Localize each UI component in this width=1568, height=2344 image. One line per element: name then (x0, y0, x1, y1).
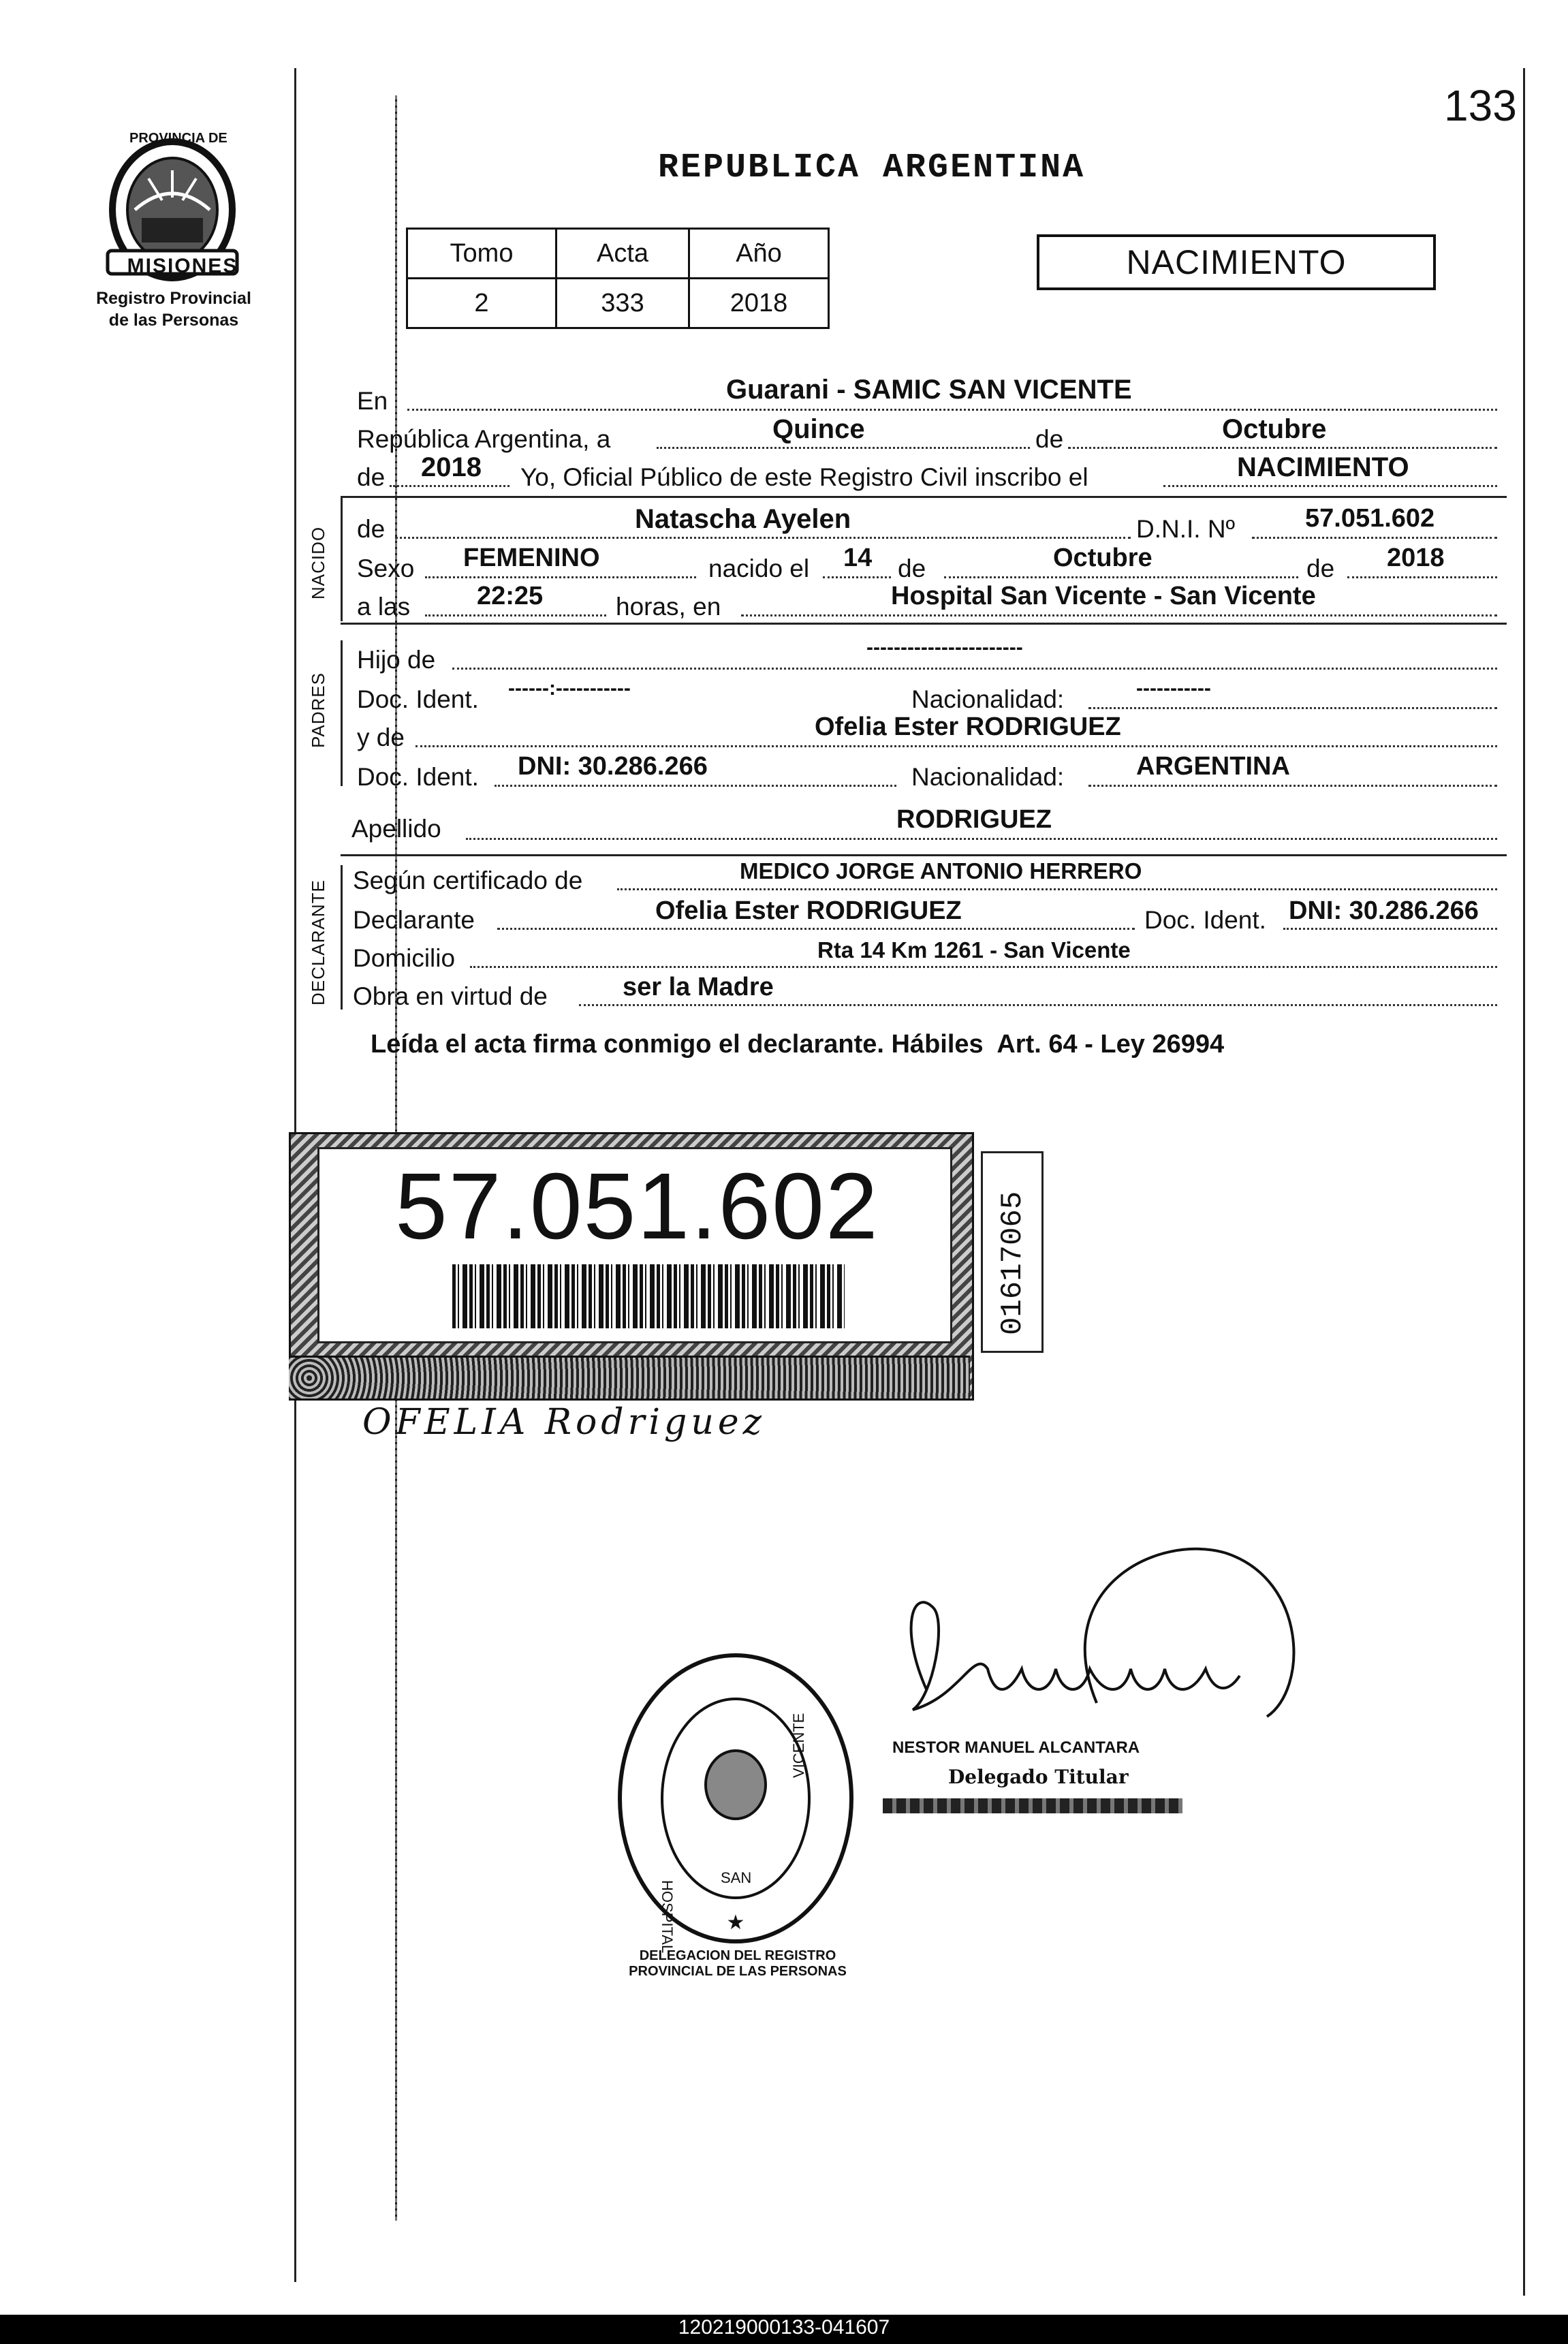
value-tipo: NACIMIENTO (1237, 452, 1409, 482)
stamp-icon (613, 1648, 858, 1948)
official-name: NESTOR MANUEL ALCANTARA (892, 1738, 1140, 1757)
label-de-nacido: de (357, 515, 386, 543)
label-hijo-de: Hijo de (357, 646, 436, 674)
stamp-outer-text: DELEGACION DEL REGISTRO PROVINCIAL DE LAS PERSONAS (629, 1948, 847, 1979)
side-label-declarante: DECLARANTE (308, 879, 328, 1005)
label-dni: D.N.I. Nº (1136, 515, 1236, 543)
section-bracket-nacido (341, 497, 343, 621)
seal-caption-1: Registro Provincial (96, 289, 251, 308)
value-doc-madre: DNI: 30.286.266 (518, 752, 708, 781)
table-header-tomo: Tomo (407, 229, 556, 279)
table-value-anio: 2018 (689, 279, 829, 328)
side-label-nacido: NACIDO (308, 526, 328, 599)
stamp-inner-right: VICENTE (790, 1713, 807, 1778)
label-republica: República Argentina, a (357, 425, 611, 453)
label-doc-ident-3: Doc. Ident. (1144, 906, 1266, 934)
value-mes: Octubre (1222, 414, 1327, 444)
record-table (406, 228, 830, 329)
seal-arc-top: PROVINCIA DE (129, 131, 228, 146)
value-obra: ser la Madre (623, 973, 774, 1001)
label-apellido: Apellido (351, 815, 441, 843)
label-declarante: Declarante (353, 906, 475, 934)
label-y-de: y de (357, 723, 405, 751)
value-declarante: Ofelia Ester RODRIGUEZ (655, 896, 962, 925)
label-a-las: a las (357, 593, 411, 621)
document-title: REPUBLICA ARGENTINA (658, 149, 1086, 187)
section-line-nacido-top (341, 496, 1507, 498)
label-doc-ident-2: Doc. Ident. (357, 763, 479, 791)
value-padre: ----------------------- (866, 636, 1023, 659)
table-value-acta: 333 (556, 279, 689, 328)
stamp-inner-left: HOSPITAL (659, 1880, 676, 1954)
handwritten-signature: OFELIA Rodriguez (362, 1402, 766, 1443)
closing-text: Leída el acta firma conmigo el declarante. Hábiles Art. 64 - Ley 26994 (371, 1030, 1225, 1059)
stamp-inner-bottom: SAN (721, 1869, 752, 1886)
value-certificado: MEDICO JORGE ANTONIO HERRERO (740, 858, 1142, 884)
label-yo: Yo, Oficial Público de este Registro Civil inscribo el (520, 463, 1088, 491)
value-lugar-nac: Hospital San Vicente - San Vicente (891, 582, 1316, 610)
label-de-3: de (898, 554, 926, 582)
official-stamp (613, 1648, 858, 1948)
value-sexo: FEMENINO (463, 544, 600, 572)
dni-sticker-pattern-row (289, 1356, 970, 1398)
section-line-declarante-top (341, 854, 1507, 856)
value-nac-madre: ARGENTINA (1136, 752, 1290, 781)
table-value-tomo: 2 (407, 279, 556, 328)
value-mes-nac: Octubre (1053, 544, 1153, 572)
table-header-acta: Acta (556, 229, 689, 279)
label-domicilio: Domicilio (353, 944, 456, 972)
label-nacido-el: nacido el (708, 554, 810, 582)
svg-text:★: ★ (726, 1911, 745, 1934)
label-de-1: de (1035, 425, 1064, 453)
label-sexo: Sexo (357, 554, 415, 582)
value-doc-declarante: DNI: 30.286.266 (1289, 896, 1479, 925)
value-anio-nac: 2018 (1387, 544, 1445, 572)
value-nombre: Natascha Ayelen (635, 504, 851, 534)
sticker-side-code: 01617065 (996, 1191, 1030, 1335)
value-nac-padre: ----------- (1136, 677, 1211, 700)
label-doc-ident-1: Doc. Ident. (357, 685, 479, 713)
value-doc-padre: ------:----------- (508, 677, 631, 700)
label-de-4: de (1306, 554, 1335, 582)
value-hora: 22:25 (477, 582, 544, 610)
page-number: 133 (1444, 81, 1517, 130)
seal-caption-2: de las Personas (108, 311, 239, 330)
label-segun: Según certificado de (353, 866, 583, 894)
value-lugar: Guarani - SAMIC SAN VICENTE (726, 375, 1132, 405)
section-bracket-padres (341, 640, 343, 786)
label-obra: Obra en virtud de (353, 982, 548, 1010)
seal-arc-bottom: MISIONES (127, 255, 238, 277)
dni-sticker-number: 57.051.602 (395, 1154, 879, 1259)
doc-type-box: NACIMIENTO (1037, 234, 1436, 290)
value-dia-nac: 14 (843, 544, 873, 572)
side-label-padres: PADRES (308, 672, 328, 748)
official-title: Delegado Titular (948, 1766, 1129, 1788)
footer-code: 120219000133-041607 (678, 2316, 890, 2339)
label-de-2: de (357, 463, 386, 491)
value-anio: 2018 (421, 452, 482, 482)
value-domicilio: Rta 14 Km 1261 - San Vicente (817, 937, 1131, 963)
label-nacionalidad-1: Nacionalidad: (911, 685, 1065, 713)
section-line-padres-top (341, 623, 1507, 625)
value-dni: 57.051.602 (1305, 504, 1435, 533)
right-margin-line (1523, 68, 1525, 2296)
dni-barcode-icon (452, 1264, 845, 1328)
section-bracket-declarante (341, 865, 343, 1010)
value-apellido: RODRIGUEZ (896, 805, 1052, 834)
official-stamp-line-smudge (883, 1798, 1182, 1813)
value-dia: Quince (772, 414, 865, 444)
label-horas-en: horas, en (616, 593, 721, 621)
label-en: En (357, 387, 388, 415)
table-header-anio: Año (689, 229, 829, 279)
label-nacionalidad-2: Nacionalidad: (911, 763, 1065, 791)
value-madre: Ofelia Ester RODRIGUEZ (815, 713, 1121, 741)
